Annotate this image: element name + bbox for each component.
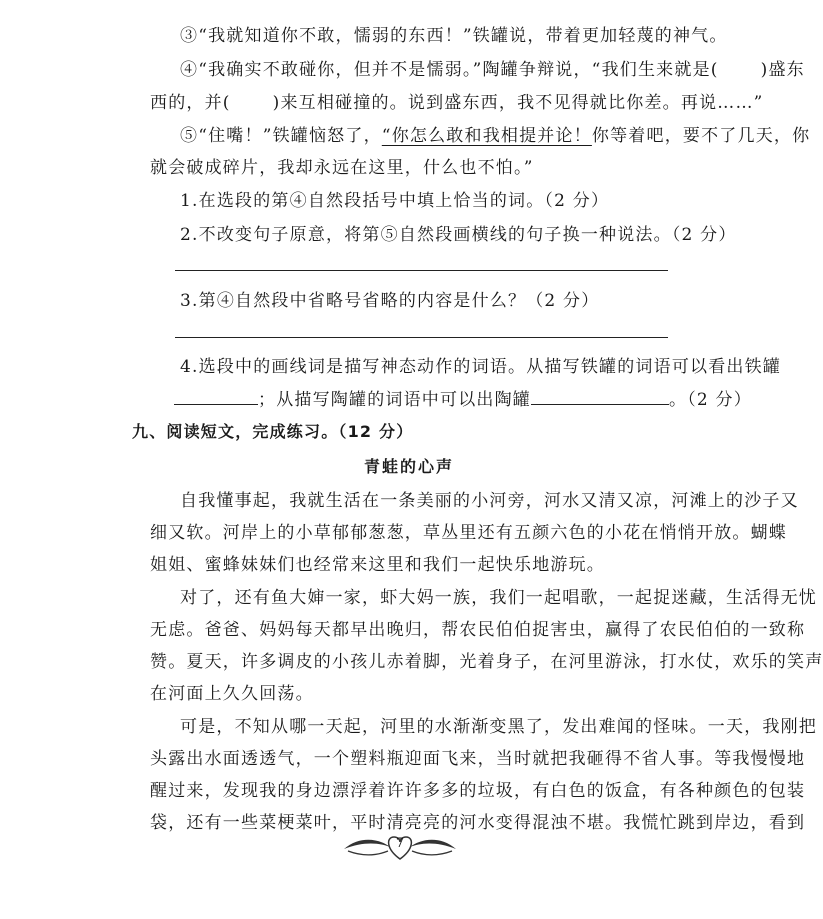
paragraph-4-line-2	[150, 92, 764, 114]
q4-text-b: 。（2 分）	[669, 390, 752, 410]
question-4-line-2	[174, 388, 752, 411]
story-title: 青蛙的心声	[364, 457, 455, 476]
p4-blank-1[interactable]	[719, 59, 761, 75]
story-line: 醒过来，发现我的身边漂浮着许许多多的垃圾，有白色的饭盒，有各种颜色的包装	[150, 781, 806, 801]
story-line: 自我懂事起，我就生活在一条美丽的小河旁，河水又清又凉，河滩上的沙子又	[180, 491, 799, 511]
story-line: 无虑。爸爸、妈妈每天都早出晚归，帮农民伯伯捉害虫，赢得了农民伯伯的一致称	[150, 620, 806, 640]
question-3: 3.第④自然段中省略号省略的内容是什么？（2 分）	[180, 291, 600, 311]
story-line: 在河面上久久回荡。	[150, 684, 314, 704]
paragraph-3: ③“我就知道你不敢，懦弱的东西！”铁罐说，带着更加轻蔑的神气。	[180, 26, 728, 46]
question-2: 2.不改变句子原意，将第⑤自然段画横线的句子换一种说法。（2 分）	[180, 225, 737, 245]
paragraph-4-line-1	[180, 59, 805, 81]
question-1: 1.在选段的第④自然段括号中填上恰当的词。（2 分）	[180, 191, 610, 211]
story-line: 细又软。河岸上的小草郁郁葱葱，草丛里还有五颜六色的小花在悄悄开放。蝴蝶	[150, 523, 787, 543]
paragraph-5-line-2: 就会破成碎片，我却永远在这里，什么也不怕。”	[150, 158, 534, 178]
story-line: 头露出水面透透气，一个塑料瓶迎面飞来，当时就把我砸得不省人事。等我慢慢地	[150, 749, 806, 769]
answer-line-q2[interactable]	[175, 270, 668, 271]
p5-text-a: ⑤“住嘴！”铁罐恼怒了，	[180, 126, 382, 146]
story-line: 赞。夏天，许多调皮的小孩儿赤着脚，光着身子，在河里游泳，打水仗，欢乐的笑声	[150, 652, 823, 672]
story-line: 可是，不知从哪一天起，河里的水渐渐变黑了，发出难闻的怪味。一天，我刚把	[180, 717, 817, 737]
section-9-heading: 九、阅读短文，完成练习。（12 分）	[132, 422, 414, 441]
story-line: 对了，还有鱼大婶一家，虾大妈一族，我们一起唱歌，一起捉迷藏，生活得无忧	[180, 588, 817, 608]
p4-text-b: )盛东	[760, 60, 805, 80]
story-line: 姐姐、蜜蜂妹妹们也经常来这里和我们一起快乐地游玩。	[150, 555, 605, 575]
q4-text-a: ；从描写陶罐的词语中可以出陶罐	[258, 390, 531, 410]
paragraph-5-line-1	[180, 125, 810, 147]
p4-text-a: ④“我确实不敢碰你，但并不是懦弱。”陶罐争辩说，“我们生来就是(	[180, 60, 719, 80]
page-footer-ornament	[340, 829, 460, 863]
question-4-line-1: 4.选段中的画线词是描写神态动作的词语。从描写铁罐的词语可以看出铁罐	[180, 357, 782, 377]
p4-text-c: 西的，并(	[150, 93, 231, 113]
p5-underlined-sentence: “你怎么敢和我相提并论！	[381, 126, 592, 146]
q4-blank-1[interactable]	[174, 388, 258, 405]
page-number: 7	[395, 836, 405, 851]
answer-line-q3[interactable]	[175, 337, 668, 338]
p4-blank-2[interactable]	[231, 92, 273, 108]
p5-text-b: 你等着吧，要不了几天，你	[591, 126, 811, 146]
q4-blank-2[interactable]	[531, 388, 669, 405]
p4-text-d: )来互相碰撞的。说到盛东西，我不见得就比你差。再说……”	[272, 93, 764, 113]
story-line: 袋，还有一些菜梗菜叶，平时清亮亮的河水变得混浊不堪。我慌忙跳到岸边，看到	[150, 813, 806, 833]
